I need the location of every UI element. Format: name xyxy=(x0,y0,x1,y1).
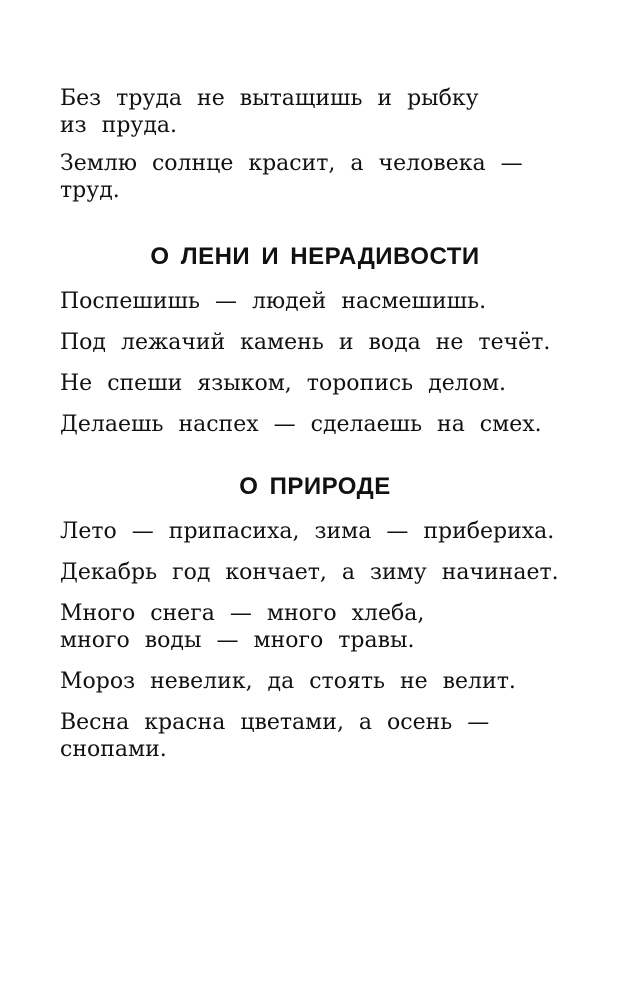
proverb-line: Без труда не вытащишь и рыбку xyxy=(60,86,479,111)
section-heading-laziness: О ЛЕНИ И НЕРАДИВОСТИ xyxy=(150,243,480,270)
proverb xyxy=(60,85,600,139)
proverb-line: Делаешь наспех — сделаешь на смех. xyxy=(60,412,542,437)
proverb xyxy=(60,709,600,763)
proverb xyxy=(60,559,600,586)
book-page xyxy=(60,74,600,763)
proverb-line: Поспешишь — людей насмешишь. xyxy=(60,289,487,314)
proverb-line: труд. xyxy=(60,178,120,203)
proverb xyxy=(60,288,600,315)
proverb-line: из пруда. xyxy=(60,113,178,138)
proverb xyxy=(60,600,600,654)
proverb-line: Землю солнце красит, а человека — xyxy=(60,151,523,176)
proverb-line: Лето — припасиха, зима — прибериха. xyxy=(60,519,555,544)
proverb-line: снопами. xyxy=(60,737,167,762)
proverb xyxy=(60,370,600,397)
proverb-line: много воды — много травы. xyxy=(60,628,415,653)
proverb-line: Декабрь год кончает, а зиму начинает. xyxy=(60,560,559,585)
proverb xyxy=(60,329,600,356)
proverb-line: Мороз невелик, да стоять не велит. xyxy=(60,669,516,694)
proverb xyxy=(60,668,600,695)
proverb-line: Много снега — много хлеба, xyxy=(60,601,425,626)
proverb xyxy=(60,518,600,545)
proverb xyxy=(60,150,600,204)
proverb xyxy=(60,411,600,438)
proverb-line: Весна красна цветами, а осень — xyxy=(60,710,490,735)
proverb-line: Под лежачий камень и вода не течёт. xyxy=(60,330,551,355)
proverb-line: Не спеши языком, торопись делом. xyxy=(60,371,507,396)
section-heading-nature: О ПРИРОДЕ xyxy=(239,473,391,500)
